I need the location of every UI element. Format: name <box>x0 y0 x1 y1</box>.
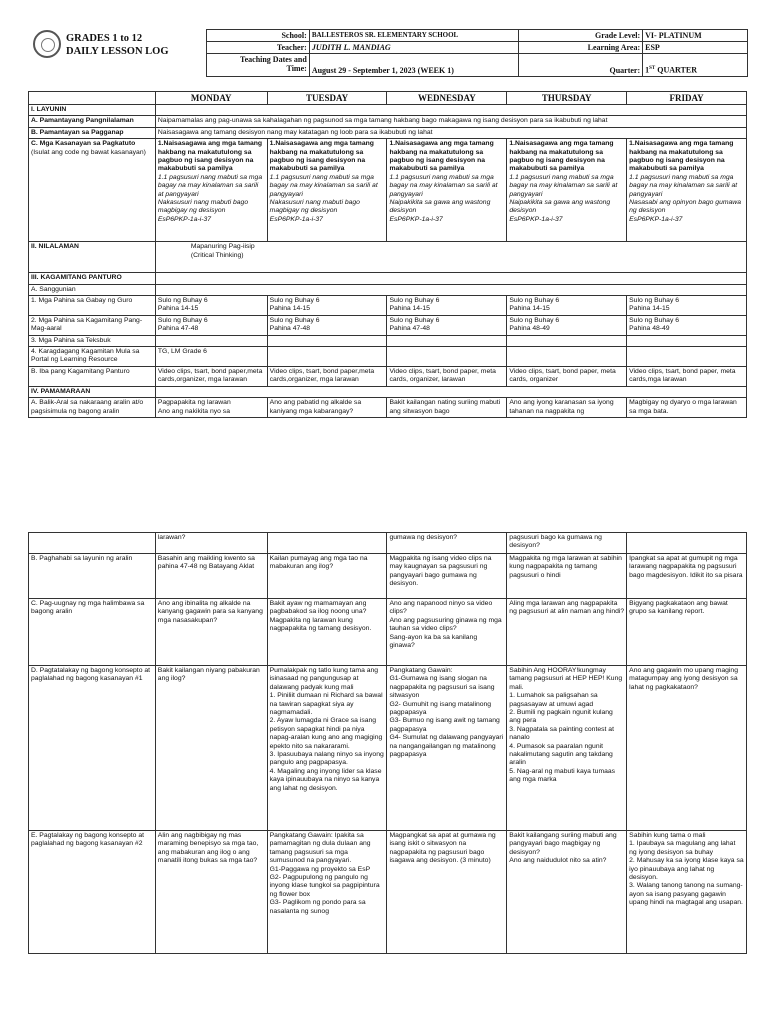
school-label: School: <box>207 30 310 42</box>
pagtalakay-2-tuesday: Pangkatang Gawain: Ipakita sa pamamagitan ng dula dulaan ang tamang pagsusuri sa mga sumusunod na pangyayari. G1-Paggawa ng proyekto sa EsP G2- Pagpupulong ng pangulo ng inyong klase tungkol sa pagpipintura ng flower box G3- Paglikom ng pondo para sa nasalanta ng sunog <box>267 831 387 954</box>
nilalaman-text: Mapanuring Pag-iisip (Critical Thinking) <box>155 242 746 273</box>
row-label-sanggunian: A. Sanggunian <box>29 284 156 295</box>
pamantayan-sa-pagganap-text: Naisasagawa ang tamang desisyon nang may katatagan ng loob para sa ikabubuti ng lahat <box>155 127 746 138</box>
kasanayan-thursday: 1.Naisasagawa ang mga tamang hakbang na makatutulong sa pagbuo ng isang desisyon na makabubuti sa pamilya 1.1 pagsusuri nang mabuti sa mga bagay na may kinalaman sa sarili at pangyayari Naipakikita sa gawa ang wastong desisyon EsP6PKP-1a-i-37 <box>507 139 627 242</box>
quarter-label: Quarter: <box>519 54 643 77</box>
row-label-pag-uugnay: C. Pag-uugnay ng mga halimbawa sa bagong aralin <box>29 599 156 666</box>
section-kagamitang-panturo: III. KAGAMITANG PANTURO <box>29 273 156 284</box>
iba-thursday: Video clips, tsart, bond paper, meta cards, organizer <box>507 366 627 386</box>
balik-aral-tuesday: Ano ang pabatid ng alkalde sa kaniyang mga kabarangay? <box>267 398 387 418</box>
pagtatalakay-1-friday: Ano ang gagawin mo upang maging matagumpay ang iyong desisyon sa lahat ng pagkakataon? <box>627 666 747 831</box>
grade-level-label: Grade Level: <box>519 30 643 42</box>
gabay-friday: Sulo ng Buhay 6 Pahina 14-15 <box>627 296 747 316</box>
row-label-pagtatalakay-1: D. Pagtatalakay ng bagong konsepto at paglalahad ng bagong kasanayan #1 <box>29 666 156 831</box>
deped-seal-logo <box>33 30 61 58</box>
teaching-dates-value: August 29 - September 1, 2023 (WEEK 1) <box>309 54 519 77</box>
day-header-wednesday: WEDNESDAY <box>387 92 507 105</box>
continued-thursday: pagsusuri bago ka gumawa ng desisyon? <box>507 533 627 554</box>
learning-area-value: ESP <box>643 42 748 54</box>
mag-aaral-friday: Sulo ng Buhay 6 Pahina 48-49 <box>627 315 747 335</box>
mag-aaral-thursday: Sulo ng Buhay 6 Pahina 48-49 <box>507 315 627 335</box>
mag-aaral-wednesday: Sulo ng Buhay 6 Pahina 47-48 <box>387 315 507 335</box>
iba-tuesday: Video clips, tsart, bond paper,meta cards,organizer, mga larawan <box>267 366 387 386</box>
kasanayan-friday: 1.Naisasagawa ang mga tamang hakbang na makatutulong sa pagbuo ng isang desisyon na makabubuti sa pamilya 1.1 pagsusuri nang mabuti sa mga bagay na may kinalaman sa sarili at pangyayari Nasasabi ang opinyon bago gumawa ng desisyon EsP6PKP-1a-i-37 <box>627 139 747 242</box>
row-label-iba-pang-kagamitan: B. Iba pang Kagamitang Panturo <box>29 366 156 386</box>
day-header-friday: FRIDAY <box>627 92 747 105</box>
learning-area-label: Learning Area: <box>519 42 643 54</box>
balik-aral-thursday: Ano ang iyong karanasan sa iyong tahanan na nagpakita ng <box>507 398 627 418</box>
header-info-table <box>206 29 748 77</box>
teacher-label: Teacher: <box>207 42 310 54</box>
quarter-value: 1ST QUARTER <box>643 54 748 77</box>
pag-uugnay-friday: Bigyang pagkakataon ang bawat grupo sa kanilang report. <box>627 599 747 666</box>
paghahabi-thursday: Magpakita ng mga larawan at sabihin kung nagpapakita ng tamang pagsusuri o hindi <box>507 554 627 599</box>
paghahabi-wednesday: Magpakita ng isang video clips na may kaugnayan sa pagsusuri ng pangyayari bago gumawa ng desisyon. <box>387 554 507 599</box>
row-label-teksbuk: 3. Mga Pahina sa Teksbuk <box>29 335 156 346</box>
lesson-table-page-2 <box>28 532 747 954</box>
gabay-wednesday: Sulo ng Buhay 6 Pahina 14-15 <box>387 296 507 316</box>
gabay-tuesday: Sulo ng Buhay 6 Pahina 14-15 <box>267 296 387 316</box>
iba-monday: Video clips, tsart, bond paper,meta cards,organizer, mga larawan <box>155 366 267 386</box>
pagtalakay-2-wednesday: Magpangkat sa apat at gumawa ng isang iskit o sitwasyon na nagpapakita ng pagsusuri bago isagawa ang desisyon. (3 minuto) <box>387 831 507 954</box>
pagtalakay-2-monday: Alin ang nagbibigay ng mas maraming benepisyo sa mga tao, ang mabakuran ang ilog o ang manatili itong bukas sa mga tao? <box>155 831 267 954</box>
corner-cell <box>29 92 156 105</box>
mag-aaral-tuesday: Sulo ng Buhay 6 Pahina 47-48 <box>267 315 387 335</box>
teacher-value: JUDITH L. MANDIAG <box>309 42 519 54</box>
pagtatalakay-1-tuesday: Pumalakpak ng tatlo kung tama ang isinasaad ng pangungusap at dalawang padyak kung mali 1. Piniliit dumaan ni Richard sa bawal na tawiran sapagkat siya ay nagmamadali. 2. Ayaw lumagda ni Grace sa isang petisyon sapagkat hindi pa niya napag-aralan kung ano ang magiging epekto nito sa nakararami. 3. Ipasuubaya nalang ninyo sa inyong pangulo ang pagpapasya. 4. Magaling ang inyong lider sa klase kaya ipinauubaya na ninyo sa kanya ang lahat ng desisyon. <box>267 666 387 831</box>
row-label-pagtalakay-2: E. Pagtalakay ng bagong konsepto at paglalahad ng bagong kasanayan #2 <box>29 831 156 954</box>
row-label-kagamitang-mag-aaral: 2. Mga Pahina sa Kagamitang Pang- Mag-aaral <box>29 315 156 335</box>
lesson-log-page-2 <box>0 532 768 1024</box>
row-label-karagdagang-kagamitan: 4. Karagdagang Kagamitan Mula sa Portal ng Learning Resource <box>29 347 156 367</box>
pamantayang-pangnilalaman-text: Naipamamalas ang pag-unawa sa kahalagahan ng pagsunod sa mga tamang hakbang bago makagawa ng isang desisyon para sa ikabubuti ng lahat <box>155 116 746 127</box>
kasanayan-tuesday: 1.Naisasagawa ang mga tamang hakbang na makatutulong sa pagbuo ng isang desisyon na makabubuti sa pamilya 1.1 pagsusuri nang mabuti sa mga bagay na may kinalaman sa sarili at pangyayari Nakasusuri nang mabuti bago magbigay ng desisyon EsP6PKP-1a-i-37 <box>267 139 387 242</box>
gabay-monday: Sulo ng Buhay 6 Pahina 14-15 <box>155 296 267 316</box>
continued-monday: larawan? <box>155 533 267 554</box>
teaching-dates-label: Teaching Dates and Time: <box>207 54 310 77</box>
paghahabi-monday: Basahin ang maikling kwento sa pahina 47-48 ng Batayang Aklat <box>155 554 267 599</box>
day-header-tuesday: TUESDAY <box>267 92 387 105</box>
section-layunin: I. LAYUNIN <box>29 105 156 116</box>
pagtatalakay-1-wednesday: Pangkatang Gawain: G1-Gumawa ng isang slogan na nagpapakita ng pagsusuri sa isang sitwasyon G2- Gumuhit ng isang matalinong pagpapasya G3- Bumuo ng isang awit ng tamang pagpapasya G4- Sumulat ng dalawang pangyayari na nangangailangan ng matalinong pagpapasya <box>387 666 507 831</box>
row-label-paghahabi: B. Paghahabi sa layunin ng aralin <box>29 554 156 599</box>
pagtalakay-2-friday: Sabihin kung tama o mali 1. Ipaubaya sa magulang ang lahat ng iyong desisyon sa buhay 2. Mahusay ka sa iyong klase kaya sa iyo pinauubaya ang lahat ng desisyon. 3. Walang tanong tanong na sumang-ayon sa isang pasyang gagawin upang hindi na magtagal ang usapan. <box>627 831 747 954</box>
kasanayan-wednesday: 1.Naisasagawa ang mga tamang hakbang na makatutulong sa pagbuo ng isang desisyon na makabubuti sa pamilya 1.1 pagsusuri nang mabuti sa mga bagay na may kinalaman sa sarili at pangyayari Naipakikita sa gawa ang wastong desisyon EsP6PKP-1a-i-37 <box>387 139 507 242</box>
pag-uugnay-wednesday: Ano ang napanood ninyo sa video clips? Ano ang pagsusuring ginawa ng mga tauhan sa video clips? Sang-ayon ka ba sa kanilang ginawa? <box>387 599 507 666</box>
pagtalakay-2-thursday: Bakit kailangang suriing mabuti ang pangyayari bago magbigay ng desisyon? Ano ang naidudulot nito sa atin? <box>507 831 627 954</box>
gabay-thursday: Sulo ng Buhay 6 Pahina 14-15 <box>507 296 627 316</box>
continued-wednesday: gumawa ng desisyon? <box>387 533 507 554</box>
day-header-thursday: THURSDAY <box>507 92 627 105</box>
lesson-table-page-1 <box>28 91 747 418</box>
karagdagan-monday: TG, LM Grade 6 <box>155 347 267 367</box>
section-pamamaraan: IV. PAMAMARAAN <box>29 386 156 397</box>
pagtatalakay-1-thursday: Sabihin Ang HOORAY!kungmay tamang pagsusuri at HEP HEP! Kung mali. 1. Lumahok sa paligsahan sa pagsasayaw at umuwi agad 2. Bumili ng pagkain ngunit kulang ang pera 3. Nagpatala sa painting contest at nanalo 4. Pumasok sa paaralan ngunit nakalimutang sagutin ang takdang aralin 5. Nag-aral ng mabuti kaya tumaas ang mga marka <box>507 666 627 831</box>
lesson-log-page-1 <box>0 0 768 470</box>
row-label-balik-aral: A. Balik-Aral sa nakaraang aralin at/o pagsisimula ng bagong aralin <box>29 398 156 418</box>
balik-aral-wednesday: Bakit kailangan nating suriing mabuti ang sitwasyon bago <box>387 398 507 418</box>
row-label-pamantayang-pangnilalaman: A. Pamantayang Pangnilalaman <box>29 116 156 127</box>
paghahabi-friday: Ipangkat sa apat at gumupit ng mga larawang nagpapakita ng pagsusuri bago magdesisyon. Idikit ito sa pisara <box>627 554 747 599</box>
row-label-kasanayan: C. Mga Kasanayan sa Pagkatuto (Isulat ang code ng bawat kasanayan) <box>29 139 156 242</box>
balik-aral-friday: Magbigay ng dyaryo o mga larawan sa mga bata. <box>627 398 747 418</box>
mag-aaral-monday: Sulo ng Buhay 6 Pahina 47-48 <box>155 315 267 335</box>
kasanayan-monday: 1.Naisasagawa ang mga tamang hakbang na makatutulong sa pagbuo ng isang desisyon na makabubuti sa pamilya 1.1 pagsusuri nang mabuti sa mga bagay na may kinalaman sa sarili at pangyayari Nakasusuri nang mabuti bago magbigay ng desisyon EsP6PKP-1a-i-37 <box>155 139 267 242</box>
iba-friday: Video clips, tsart, bond paper, meta cards,mga larawan <box>627 366 747 386</box>
pag-uugnay-monday: Ano ang ibinalita ng alkalde na kanyang gagawin para sa kanyang mga nasasakupan? <box>155 599 267 666</box>
grade-level-value: VI- PLATINUM <box>643 30 748 42</box>
pagtatalakay-1-monday: Bakit kailangan niyang pabakuran ang ilog? <box>155 666 267 831</box>
row-label-pamantayan-sa-pagganap: B. Pamantayan sa Pagganap <box>29 127 156 138</box>
pag-uugnay-tuesday: Bakit ayaw ng mamamayan ang pagbabakod sa ilog noong una? Magpakita ng larawan kung nagpapakita ng tamang desisyon. <box>267 599 387 666</box>
section-nilalaman: II. NILALAMAN <box>29 242 156 273</box>
doc-title-grades: GRADES 1 to 12 <box>66 33 143 44</box>
paghahabi-tuesday: Kailan pumayag ang mga tao na mabakuran ang ilog? <box>267 554 387 599</box>
row-label-gabay-ng-guro: 1. Mga Pahina sa Gabay ng Guro <box>29 296 156 316</box>
doc-title-dll: DAILY LESSON LOG <box>66 46 169 57</box>
pag-uugnay-thursday: Aling mga larawan ang nagpapakita ng pagsusuri at alin naman ang hindi? <box>507 599 627 666</box>
school-value: BALLESTEROS SR. ELEMENTARY SCHOOL <box>309 30 519 42</box>
balik-aral-monday: Pagpapakita ng larawan Ano ang nakikita nyo sa <box>155 398 267 418</box>
iba-wednesday: Video clips, tsart, bond paper, meta cards, organizer, larawan <box>387 366 507 386</box>
day-header-monday: MONDAY <box>155 92 267 105</box>
